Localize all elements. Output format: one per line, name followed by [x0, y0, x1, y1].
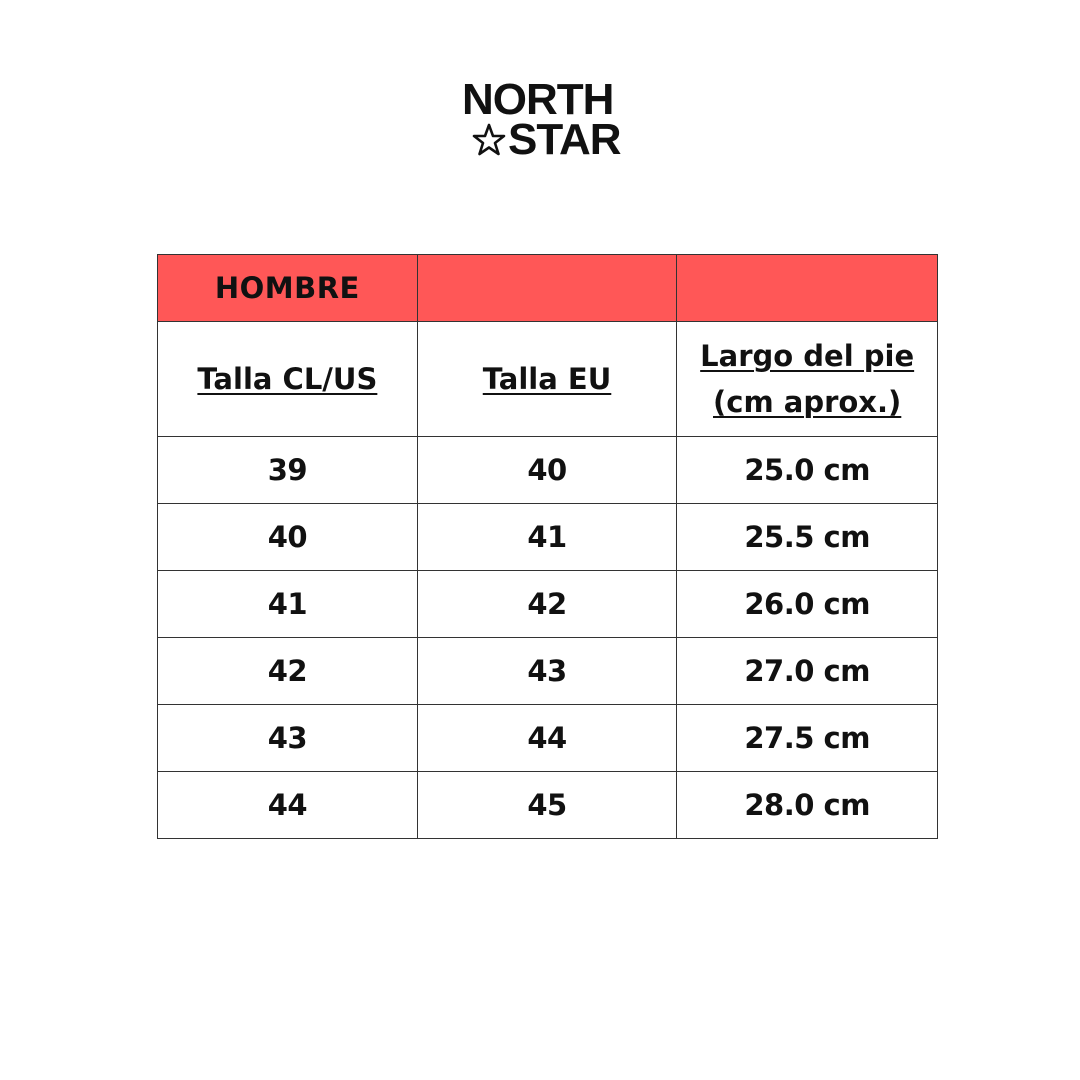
cell-cl-us: 43: [158, 705, 418, 772]
north-star-logo: [462, 75, 634, 164]
cell-cl-us: 42: [158, 638, 418, 705]
logo-text-star: STAR: [508, 115, 621, 164]
table-row: [158, 437, 938, 504]
cell-eu: 44: [417, 705, 677, 772]
cell-eu: 45: [417, 772, 677, 839]
table-row: [158, 504, 938, 571]
table-row: [158, 772, 938, 839]
header-talla-eu: Talla EU: [417, 322, 677, 437]
cell-eu: 42: [417, 571, 677, 638]
table-row: [158, 571, 938, 638]
star-outline-icon: [472, 123, 506, 157]
logo-text-north: NORTH: [462, 75, 614, 124]
table-title-row: [158, 255, 938, 322]
cell-foot-length: 25.0 cm: [677, 437, 938, 504]
header-largo-del-pie: Largo del pie (cm aprox.): [677, 322, 938, 437]
cell-cl-us: 39: [158, 437, 418, 504]
header-talla-cl-us: Talla CL/US: [158, 322, 418, 437]
cell-cl-us: 41: [158, 571, 418, 638]
table-header-row: [158, 322, 938, 437]
cell-eu: 43: [417, 638, 677, 705]
cell-foot-length: 27.5 cm: [677, 705, 938, 772]
cell-foot-length: 25.5 cm: [677, 504, 938, 571]
cell-foot-length: 27.0 cm: [677, 638, 938, 705]
cell-foot-length: 28.0 cm: [677, 772, 938, 839]
size-chart-table: [157, 254, 938, 839]
cell-cl-us: 40: [158, 504, 418, 571]
table-row: [158, 638, 938, 705]
table-title-empty-cell: [677, 255, 938, 322]
cell-eu: 40: [417, 437, 677, 504]
cell-foot-length: 26.0 cm: [677, 571, 938, 638]
cell-eu: 41: [417, 504, 677, 571]
table-title-hombre: HOMBRE: [158, 255, 418, 322]
logo-star-row: [472, 115, 621, 164]
cell-cl-us: 44: [158, 772, 418, 839]
table-row: [158, 705, 938, 772]
table-title-empty-cell: [417, 255, 677, 322]
